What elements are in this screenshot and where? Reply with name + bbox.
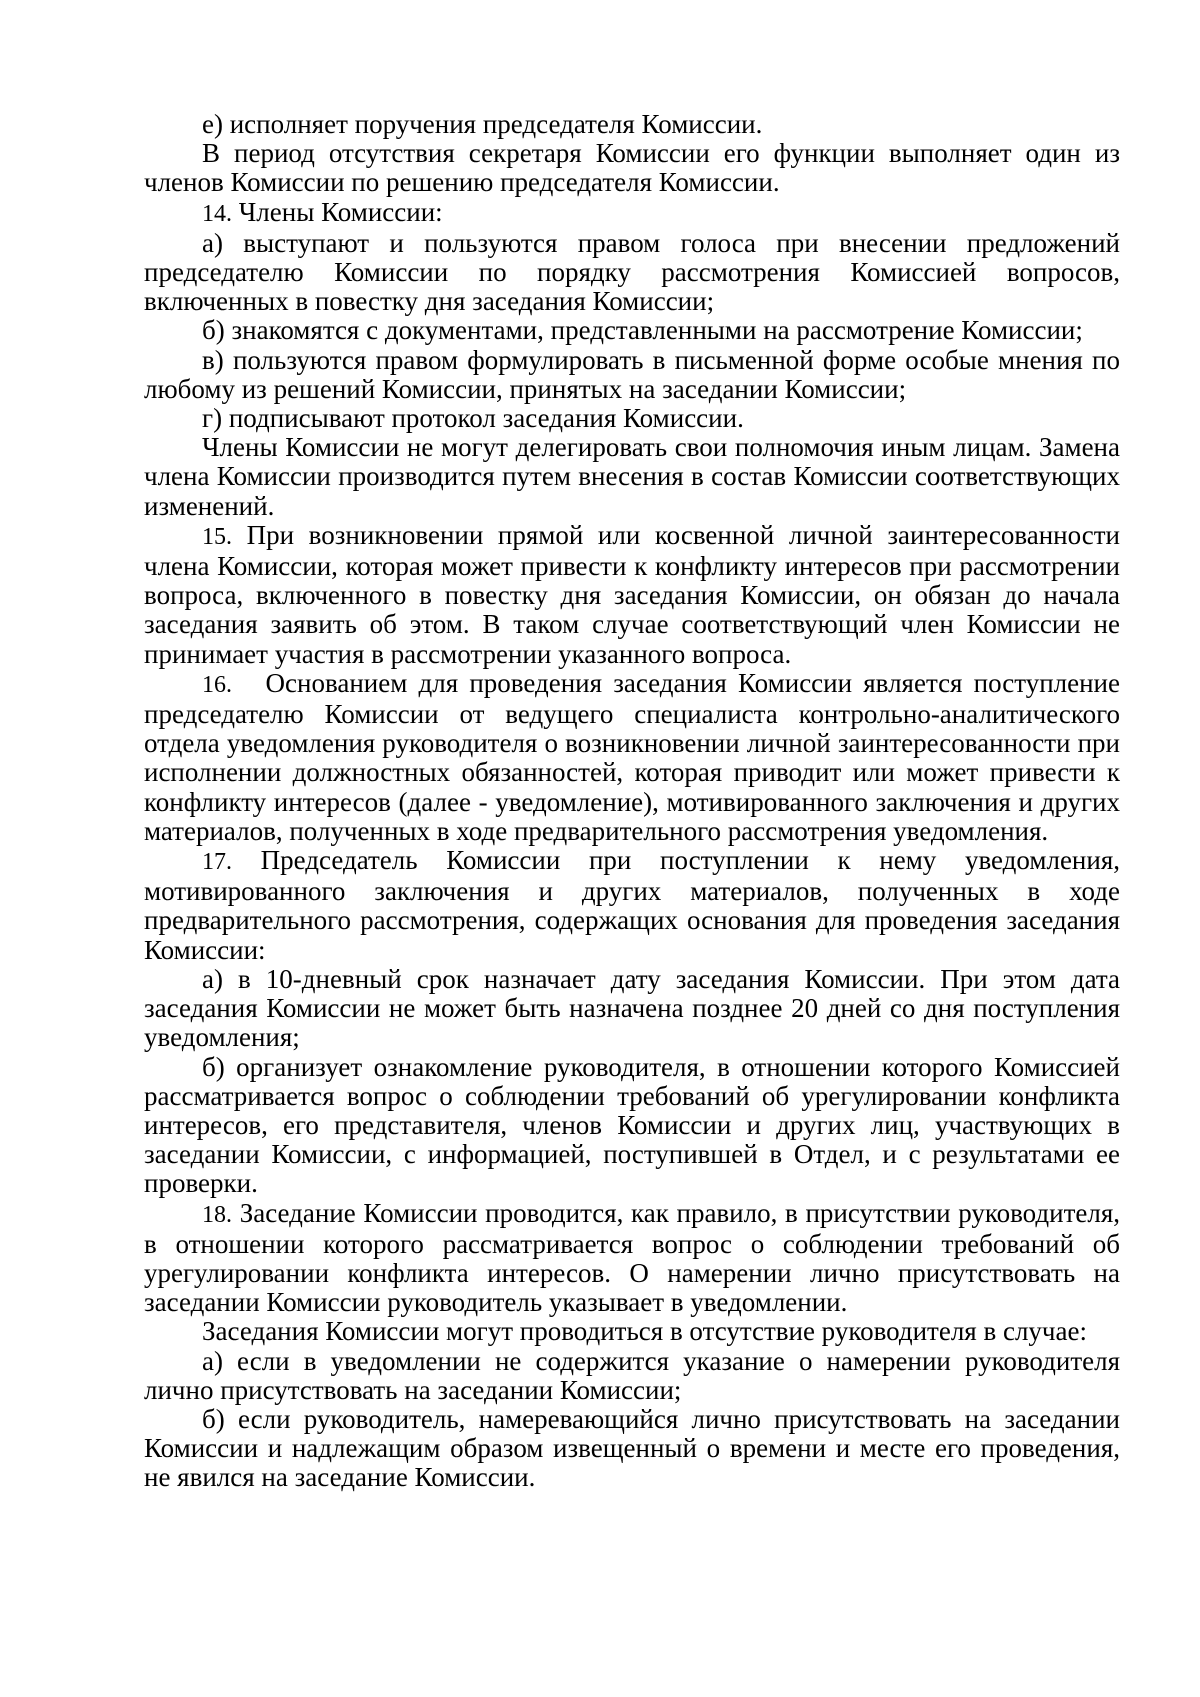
paragraph-text: б) организует ознакомление руководителя, в отношении которого Комиссией рассматривается вопрос о соблюдении требований об урегулировании конфликта интересов, его представителя, членов Комиссии и других лиц, участвующих в заседании Комиссии, с информацией, поступившей в Отдел, и с результатами ее проверки. — [144, 1051, 1120, 1199]
paragraph-14-b — [144, 316, 1120, 345]
paragraph-text: г) подписывают протокол заседания Комиссии. — [202, 403, 744, 434]
paragraph-text: Заседание Комиссии проводится, как правило, в присутствии руководителя, в отношении которого рассматривается вопрос о соблюдении требований об урегулировании конфликта интересов. О намерении лично присутствовать на заседании Комиссии руководитель указывает в уведомлении. — [144, 1197, 1121, 1318]
paragraph-text: Заседания Комиссии могут проводиться в отсутствие руководителя в случае: — [202, 1316, 1087, 1347]
paragraph-number: 18. — [202, 1201, 232, 1228]
paragraph-text: а) выступают и пользуются правом голоса при внесении предложений председателю Комиссии по порядку рассмотрения Комиссией вопросов, включенных в повестку дня заседания Комиссии; — [144, 227, 1120, 317]
paragraph-text: а) если в уведомлении не содержится указание о намерении руководителя лично присутствовать на заседании Комиссии; — [144, 1345, 1120, 1405]
paragraph-text: При возникновении прямой или косвенной личной заинтересованности члена Комиссии, которая может привести к конфликту интересов при рассмотрении вопроса, включенного в повестку дня заседания Комиссии, он обязан до начала заседания заявить об этом. В таком случае соответствующий член Комиссии не принимает участия в рассмотрении указанного вопроса. — [144, 519, 1121, 669]
paragraph-number: 15. — [202, 523, 232, 550]
paragraph-text: Председатель Комиссии при поступлении к нему уведомления, мотивированного заключения и других материалов, полученных в ходе предварительного рассмотрения, содержащих основания для проведения заседания Комиссии: — [144, 845, 1121, 965]
paragraph-case-a — [144, 1347, 1120, 1405]
paragraph-17 — [144, 846, 1120, 965]
paragraph-number: 14. — [202, 200, 232, 227]
paragraph-14-heading — [144, 198, 1120, 229]
paragraph-18 — [144, 1199, 1120, 1318]
paragraph-text: в) пользуются правом формулировать в письменной форме особые мнения по любому из решений Комиссии, принятых на заседании Комиссии; — [144, 344, 1120, 404]
paragraph-text: В период отсутствия секретаря Комиссии его функции выполняет один из членов Комиссии по решению председателя Комиссии. — [144, 138, 1120, 198]
paragraph-17-b — [144, 1053, 1120, 1199]
paragraph-14-a — [144, 229, 1120, 317]
paragraph-text: Основанием для проведения заседания Комиссии является поступление председателю Комиссии от ведущего специалиста контрольно-аналитического отдела уведомления руководителя о возникновении личной заинтересованности при исполнении должностных обязанностей, которая приводит или может привести к конфликту интересов (далее - уведомление), мотивированного заключения и других материалов, полученных в ходе предварительного рассмотрения уведомления. — [144, 667, 1120, 846]
paragraph-case-b — [144, 1405, 1120, 1493]
paragraph-text: е) исполняет поручения председателя Комиссии. — [202, 109, 763, 139]
paragraph-members-delegation — [144, 433, 1120, 521]
paragraph-number: 16. — [202, 671, 232, 698]
paragraph-17-a — [144, 965, 1120, 1053]
paragraph-text: б) знакомятся с документами, представленными на рассмотрение Комиссии; — [202, 315, 1083, 346]
paragraph-14-g — [144, 404, 1120, 433]
paragraph-item-e — [144, 110, 1120, 139]
paragraph-text: б) если руководитель, намеревающийся лично присутствовать на заседании Комиссии и надлежащим образом извещенный о времени и месте его проведения, не явился на заседание Комиссии. — [144, 1403, 1120, 1493]
document-page — [144, 110, 1120, 1493]
paragraph-text: Члены Комиссии не могут делегировать свои полномочия иным лицам. Замена члена Комиссии производится путем внесения в состав Комиссии соответствующих изменений. — [144, 432, 1120, 521]
paragraph-secretary-absence — [144, 139, 1120, 197]
paragraph-15 — [144, 521, 1120, 669]
paragraph-16 — [144, 669, 1120, 846]
paragraph-text: Члены Комиссии: — [238, 196, 443, 227]
paragraph-number: 17. — [202, 849, 232, 876]
paragraph-text: а) в 10-дневный срок назначает дату заседания Комиссии. При этом дата заседания Комиссии не может быть назначена позднее 20 дней со дня поступления уведомления; — [144, 963, 1120, 1053]
paragraph-absence-cases — [144, 1317, 1120, 1346]
paragraph-14-v — [144, 346, 1120, 404]
